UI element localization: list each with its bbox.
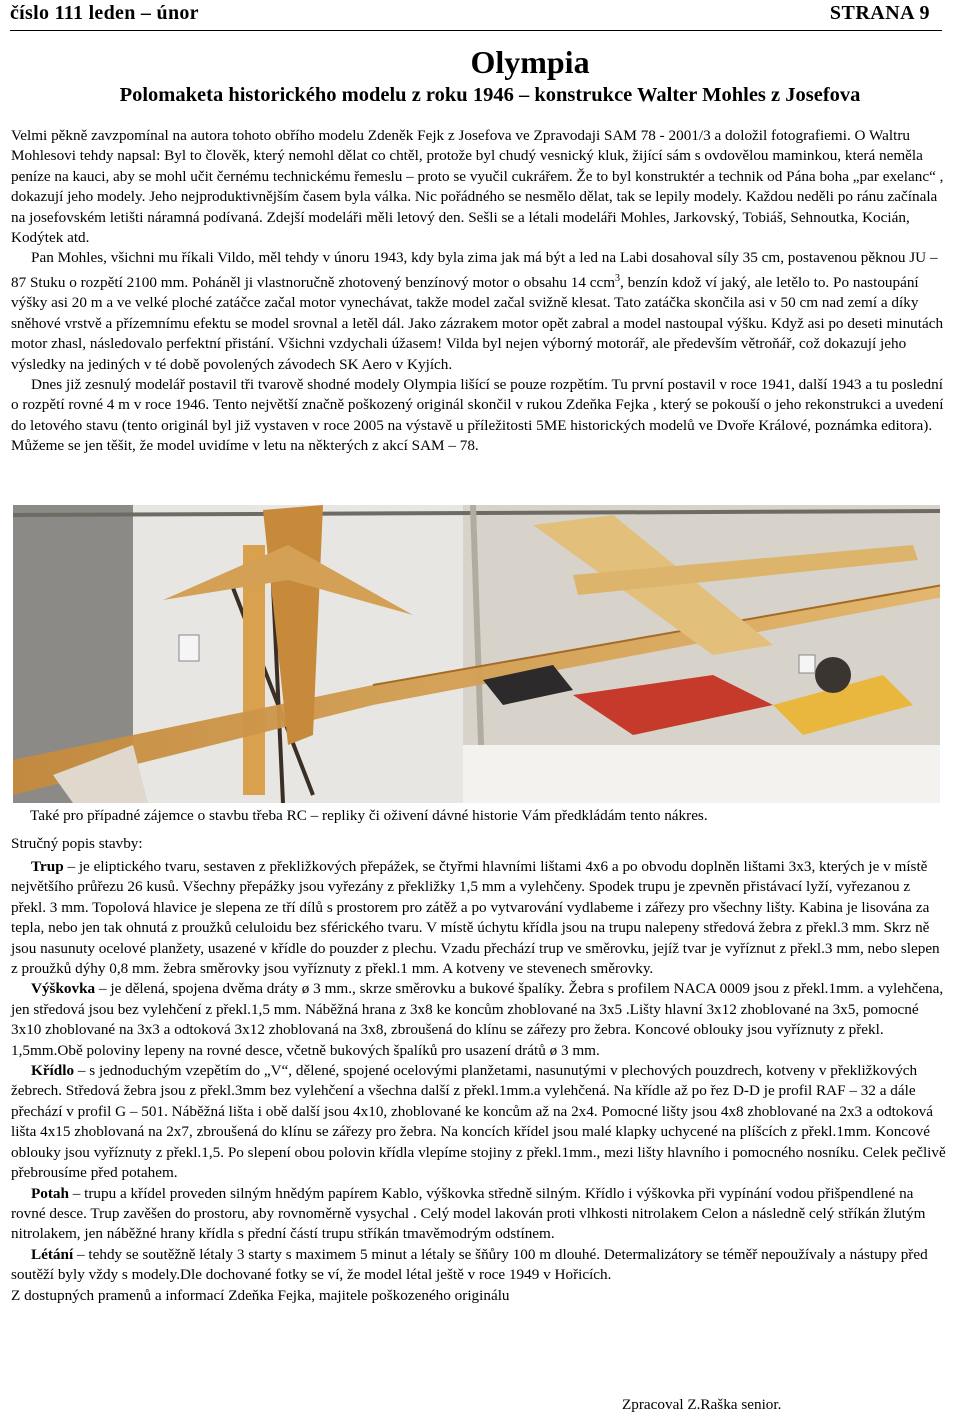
section-letani xyxy=(11,1245,946,1286)
sources-line: Z dostupných pramenů a informací Zdeňka Fejka, majitele poškozeného originálu xyxy=(11,1286,510,1304)
section-trup-text: – je eliptického tvaru, sestaven z překližkových přepážek, se čtyřmi hlavními lištami 4x6 a po obvodu doplněn lištami 3x3, kterých je v místě největšího průřezu 26 kusů. Všechny přepážky jsou vyřezány z překližky 1,5 mm a vylehčeny. Spodek trupu je zpevněn přistávací lyží, vyřezanou z překl. 3 mm. Topolová hlavice je slepena ze tří dílů s prostorem pro zátěž a po vytvarování vydlabeme i zářezy pro všechny lišty. Kabina je lisována za tepla, nebo jen tak ohnutá z proužků celuloidu bez sférického tvaru. V místě úchytu křídla jsou na trupu nalepeny středová žebra z překl.3 mm. Skrz ně jsou nasunuty ocelové planžety, usazené v křídle do pouzder z plechu. Vzadu přechází trup ve směrovku, jejíž tvar je vyříznut z překl.3 mm, nebo slepen z proužků dýhy 0,8 mm. žebra směrovky jsou vyříznuty z překl.1 mm. A kotveny ve stevenech směrovky. xyxy=(11,858,940,978)
section-vyskovka xyxy=(11,979,946,1061)
ccm-superscript: 3 xyxy=(615,272,621,284)
page-header xyxy=(10,0,942,31)
section-potah xyxy=(11,1184,946,1245)
section-potah-text: – trupu a křídel proveden silným hnědým papírem Kablo, výškovka středně silným. Křídlo i výškovka při vypínání vodou přišpendlené na rovné desce. Trup zavěšen do prostoru, aby rovnoměrně vysychal . Celý model lakován proti vlhkosti nitrolakem Celon a následně celý stříkán žlutým nitrolakem, jen náběžné hrany křídla s přední částí trupu stříkán tmavěmodrým odstínem. xyxy=(11,1184,926,1243)
article-subtitle: Polomaketa historického modelu z roku 1946 – konstrukce Walter Mohles z Josefova xyxy=(119,84,861,106)
photo-caption: Také pro případné zájemce o stavbu třeba RC – repliky či oživení dávné historie Vám předkládám tento nákres. xyxy=(30,807,708,824)
section-kridlo xyxy=(11,1061,946,1183)
model-photo xyxy=(13,505,940,803)
section-trup-label: Trup xyxy=(31,858,64,875)
description-heading: Stručný popis stavby: xyxy=(11,835,143,852)
intro-paragraph-2b: , benzín kdož ví jaký, ale letělo to. Po nastoupání výšky asi 20 m a ve velké ploché zatáčce začal motor vynechávat, takže model začal svižně klesat. Tato zatáčka skončila asi v 50 cm nad zemí a díky sněhové vrstvě a přízemnímu efektu se model srovnal a letěl dál. Jako zázrakem motor opět zabral a model nastoupal výšku. Když asi po deseti minutách motor zhasl, následovalo perfektní přistání. Všichni vzdychali úžasem! Vilda byl nejen výborný motorář, ale především větroňář, což dokazují jeho výsledky na jediných v té době povolených závodech SK Aero v Kyjích. xyxy=(11,273,944,373)
intro-paragraph-1: Velmi pěkně zavzpomínal na autora tohoto obřího modelu Zdeněk Fejk z Josefova ve Zpravodaji SAM 78 - 2001/3 a doložil fotografiemi. O Waltru Mohlesovi tehdy napsal: Byl to člověk, který nemohl dělat co chtěl, protože byl chudý vesnický kluk, žijící sám s ovdovělou maminkou, která neměla peníze na kauci, aby se mohl učit černému technickému řemeslu – proto se vyučil cukrářem. Že to byl konstruktér a technik od Pána boha „par exelanc“ , dokazují jeho modely. Jeho nejproduktivnějším časem byla válka. Nic pořádného se nesmělo dělat, tak se lepily modely. Každou neděli po ránu začínala na josefovském letišti náramná podívaná. Zdejší modeláři měli letový den. Sešli se a létali modeláři Mohles, Jarkovský, Tobiáš, Sehnoutka, Kocián, Kodýtek atd. xyxy=(11,127,944,247)
section-potah-label: Potah xyxy=(31,1184,69,1202)
article-title: Olympia xyxy=(470,44,590,80)
intro-paragraph-2a: Pan Mohles, všichni mu říkali Vildo, měl tehdy v únoru 1943, kdy byla zima jak má být a led na Labi dosahoval síly 35 cm, postavenou pěknou JU – 87 Stuku o rozpětí 2100 mm. Poháněl ji vlastnoručně zhotovený benzínový motor o obsahu 14 ccm xyxy=(11,249,938,291)
page-number: STRANA 9 xyxy=(829,2,930,24)
section-letani-text: – tehdy se soutěžně létaly 3 starty s maximem 5 minut a létaly se šňůry 100 m dlouhé. Determalizátory se téměř nepoužívaly a nástupy před soutěží byly vždy s modely.Dle dochované fotky se ví, že model létal ještě v roce 1949 v Hořicích. xyxy=(11,1245,928,1284)
model-photo-illustration xyxy=(13,505,940,803)
section-letani-label: Létání xyxy=(31,1245,74,1263)
construction-description xyxy=(11,857,946,1306)
section-vyskovka-text: – je dělená, spojena dvěma dráty ø 3 mm., skrze směrovku a bukové špalíky. Žebra s profilem NACA 0009 jsou z překl.1mm. a vylehčena, jen středová jsou bez vylehčení z překl.1,5 mm. Náběžná hrana z 3x8 ke koncům zhoblované na 3x5 .Lišty hlavní 3x12 zhoblované na 3x5, pomocné 3x10 zhoblované na 3x3 a odtoková 3x12 zhoblovaná na 3x8, zbroušená do klínu se zářezy pro žebra. Koncové oblouky jsou vyříznuty z překl. 1,5mm.Obě poloviny lepeny na rovné desce, včetně bukových špalíků pro usazení drátů ø 3 mm. xyxy=(11,980,944,1059)
intro-paragraph-3: Dnes již zesnulý modelář postavil tři tvarově shodné modely Olympia lišící se pouze rozpětím. Tu první postavil v roce 1941, další 1943 a tu poslední o rozpětí rovné 4 m v roce 1946. Tento největší značně poškozený originál skončil v rukou Zdeňka Fejka , který se pokouší o jeho rekonstrukci a uvedení do letového stavu (tento originál byl již vystaven v roce 2005 na výstavě u příležitosti 5ME historických modelů ve Dvoře Králové, poznámka editora). Můžeme se jen těšit, že model uvidíme v letu na některých z akcí SAM – 78. xyxy=(11,375,944,455)
author-signature: Zpracoval Z.Raška senior. xyxy=(622,1396,782,1413)
intro-paragraph-2 xyxy=(11,248,946,375)
section-kridlo-label: Křídlo xyxy=(31,1062,75,1080)
section-vyskovka-label: Výškovka xyxy=(31,980,96,998)
section-trup xyxy=(11,857,946,979)
intro-text xyxy=(11,126,946,457)
section-kridlo-text: – s jednoduchým vzepětím do „V“, dělené, spojené ocelovými planžetami, nasunutými v plechových pouzdrech, kotveny v překližkových žebrech. Středová žebra jsou z překl.3mm bez vylehčení a všechna další z překl.1mm.a vylehčená. Na křídle až po řez D-D je profil RAF – 32 a dále přechází v profil G – 501. Náběžná lišta i obě další jsou 4x10, zhoblované ke koncům až na 2x4. Pomocné lišty jsou 4x8 zhoblované na 2x3 a odtoková lišta 4x15 zhoblovaná na 2x7, zbroušená do klínu se zářezy pro žebra. Na koncích křídel jsou malé klapky uchycené na plíšcích z překl.1mm. Koncové oblouky jsou vyříznuty z překl.1,5. Po slepení obou polovin křídla vlepíme stojiny z překl.1mm., mezi lišty hlavního i pomocného nosníku. Celek pečlivě přebrousíme před potahem. xyxy=(11,1062,946,1182)
issue-label: číslo 111 leden – únor xyxy=(10,2,199,24)
